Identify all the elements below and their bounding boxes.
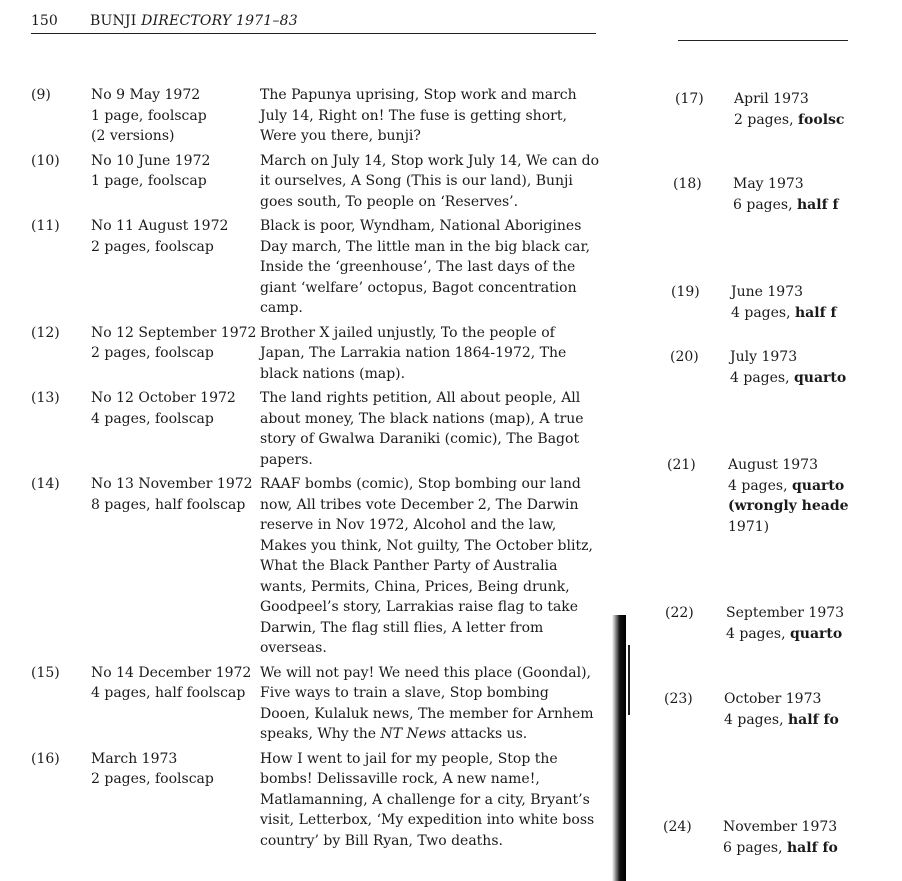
list-item: [31, 388, 601, 470]
issue-note: (wrongly heade: [728, 498, 849, 514]
issue-format: 1 page, foolscap: [91, 107, 207, 124]
issue-size: half fo: [788, 711, 839, 728]
entry-issue: [91, 474, 259, 515]
issue-title: No 11 August 1972: [91, 218, 229, 234]
contents-text: We will not pay! We need this place (Goondal), Five ways to train a slave, Stop bombing Dooen, Kulaluk news, The member for Arnhem speaks, Why the: [260, 664, 594, 742]
issue-format: 2 pages, foolscap: [91, 771, 214, 787]
issue-format: 8 pages, half foolscap: [91, 496, 246, 513]
right-page-rule: [678, 40, 848, 41]
issue-format: 4 pages, half foolscap: [91, 685, 246, 701]
issue-format: 1 page, foolscap: [91, 173, 207, 189]
issue-size: half f: [797, 196, 839, 213]
issue-format: [724, 710, 892, 731]
book-gutter-line: [628, 645, 630, 715]
issue-title: No 12 October 1972: [91, 390, 236, 406]
issue-format: [734, 110, 902, 131]
issue-format: 2 pages, foolscap: [91, 345, 214, 361]
entry-issue: [91, 749, 259, 790]
issue-title: June 1973: [731, 284, 804, 300]
issue-title: May 1973: [733, 176, 804, 192]
entry-contents: RAAF bombs (comic), Stop bombing our land now, All tribes vote December 2, The Darwin reserve in Nov 1972, Alcohol and the law, Makes you think, Not guilty, The October blitz, What the Black Panther Party of Australia wants, Permits, China, Prices, Being drunk, Goodpeel’s story, Larrakias raise flag to take Darwin, The flag still flies, A letter from overseas.: [260, 476, 593, 656]
entry-issue: [726, 603, 894, 644]
entry-contents: Black is poor, Wyndham, National Aborigines Day march, The little man in the big black car, Inside the ‘greenhouse’, The last days of the giant ‘welfare’ octopus, Bagot concentration camp.: [260, 218, 591, 316]
entry-issue: [731, 282, 899, 323]
issue-pages: 4 pages,: [724, 711, 788, 728]
entry-issue: [728, 455, 896, 537]
issue-pages: 6 pages,: [723, 839, 787, 856]
issue-size: foolsc: [798, 111, 845, 128]
issue-format: [733, 195, 901, 216]
issue-format: [731, 303, 899, 324]
entry-issue: [91, 663, 259, 704]
issue-size: quarto: [790, 625, 843, 642]
issue-title: No 13 November 1972: [91, 476, 253, 492]
entry-number: (11): [31, 218, 60, 234]
issue-note: (2 versions): [91, 128, 175, 144]
issue-title: No 10 June 1972: [91, 152, 211, 169]
entry-number: (15): [31, 664, 60, 681]
issue-title: No 14 December 1972: [91, 664, 252, 681]
entry-number: (16): [31, 750, 60, 767]
list-item: [31, 749, 601, 852]
issue-pages: 4 pages,: [730, 369, 794, 386]
issue-pages: 4 pages,: [726, 625, 790, 642]
left-column-entries: [31, 85, 601, 851]
issue-format: [723, 838, 891, 859]
entry-issue: [723, 817, 891, 858]
entry-issue: [91, 216, 259, 257]
issue-title: July 1973: [730, 349, 798, 365]
entry-contents: March on July 14, Stop work July 14, We can do it ourselves, A Song (This is our land), Bunji goes south, To people on ‘Reserves’.: [260, 152, 600, 210]
entry-number: (20): [670, 349, 699, 365]
running-title-italic: DIRECTORY 1971–83: [141, 13, 298, 29]
list-item: [31, 216, 601, 319]
entry-number: (12): [31, 324, 60, 341]
issue-pages: 6 pages,: [733, 196, 797, 213]
entry-number: (21): [667, 457, 696, 473]
list-item: [31, 151, 601, 213]
issue-format: [726, 624, 894, 645]
issue-format: 4 pages, foolscap: [91, 410, 214, 427]
entry-number: (14): [31, 476, 60, 492]
list-item: [31, 323, 601, 385]
issue-pages: 4 pages,: [731, 304, 795, 321]
issue-title: March 1973: [91, 750, 178, 767]
issue-title: No 9 May 1972: [91, 87, 201, 103]
issue-size: quarto: [792, 477, 845, 494]
page-number: 150: [31, 13, 58, 29]
entry-contents: The Papunya uprising, Stop work and march July 14, Right on! The fuse is getting short, Were you there, bunji?: [260, 87, 577, 144]
issue-size: quarto: [794, 369, 847, 386]
issue-title: April 1973: [734, 91, 809, 107]
issue-title: October 1973: [724, 691, 822, 707]
entry-issue: [91, 85, 259, 147]
issue-format: [730, 368, 898, 389]
running-title: [90, 11, 298, 32]
entry-number: (10): [31, 152, 60, 169]
list-item: [31, 85, 601, 147]
entry-contents: Brother X jailed unjustly, To the people of Japan, The Larrakia nation 1864-1972, The black nations (map).: [260, 324, 567, 382]
entry-contents: [260, 663, 600, 745]
issue-title: September 1973: [726, 605, 845, 621]
issue-pages: 4 pages,: [728, 477, 792, 494]
issue-title: No 12 September 1972: [91, 324, 257, 341]
entry-contents: How I went to jail for my people, Stop the bombs! Delissaville rock, A new name!, Matlamanning, A challenge for a city, Bryant’s visit, Letterbox, ‘My expedition into white boss country’ by Bill Ryan, Two deaths.: [260, 750, 595, 849]
issue-title: August 1973: [728, 457, 818, 473]
list-item: [31, 474, 601, 659]
entry-issue: [734, 89, 902, 130]
running-header: [31, 11, 596, 34]
entry-issue: [724, 689, 892, 730]
entry-number: (24): [663, 819, 692, 835]
issue-size: half fo: [787, 839, 838, 856]
issue-size: half f: [795, 304, 837, 321]
entry-number: (17): [675, 91, 704, 107]
contents-italic-title: NT News: [380, 726, 447, 742]
contents-text-end: attacks us.: [446, 726, 528, 742]
issue-title: November 1973: [723, 819, 838, 835]
list-item: [31, 663, 601, 745]
entry-contents: The land rights petition, All about people, All about money, The black nations (map), A true story of Gwalwa Daraniki (comic), The Bagot papers.: [260, 390, 584, 468]
running-title-prefix: BUNJI: [90, 13, 137, 29]
entry-number: (23): [664, 691, 693, 707]
issue-format: [728, 476, 896, 497]
entry-number: (22): [665, 605, 694, 621]
entry-issue: [91, 151, 259, 192]
entry-number: (13): [31, 390, 60, 406]
issue-format: 2 pages, foolscap: [91, 238, 214, 255]
entry-issue: [91, 388, 259, 429]
issue-pages: 2 pages,: [734, 111, 798, 128]
entry-issue: [733, 174, 901, 215]
issue-note-cont: 1971): [728, 518, 770, 535]
entry-number: (19): [671, 284, 700, 300]
entry-issue: [91, 323, 259, 364]
entry-number: (18): [673, 176, 702, 192]
entry-issue: [730, 347, 898, 388]
book-gutter-shadow: [612, 615, 626, 881]
entry-number: (9): [31, 87, 51, 103]
